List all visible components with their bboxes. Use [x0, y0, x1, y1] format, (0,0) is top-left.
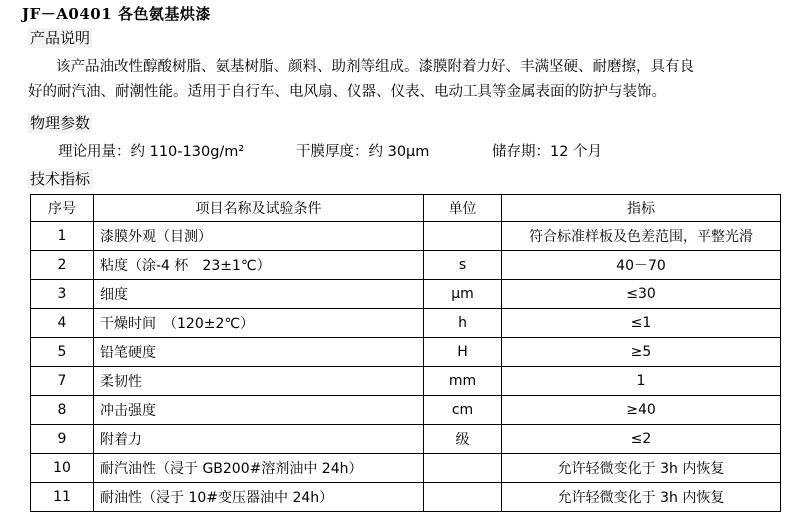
cell-index: 1 — [31, 222, 94, 251]
cell-unit — [424, 222, 502, 251]
cell-index: 2 — [31, 251, 94, 280]
table-row — [31, 251, 781, 280]
param-storage: 储存期：12 个月 — [492, 144, 603, 160]
cell-index: 11 — [31, 483, 94, 512]
description-paragraph — [28, 55, 788, 105]
cell-index: 4 — [31, 309, 94, 338]
cell-spec: 符合标准样板及色差范围，平整光滑 — [502, 222, 781, 251]
cell-spec: 40－70 — [502, 251, 781, 280]
header-item: 项目名称及试验条件 — [94, 195, 424, 222]
cell-spec: ≥40 — [502, 396, 781, 425]
cell-spec: ≤30 — [502, 280, 781, 309]
cell-spec: ≤1 — [502, 309, 781, 338]
cell-spec: 1 — [502, 367, 781, 396]
cell-item: 粘度（涂-4 杯 23±1℃） — [94, 251, 424, 280]
cell-unit: cm — [424, 396, 502, 425]
document-title: JF－A0401 各色氨基烘漆 — [22, 5, 211, 23]
section-heading-physical: 物理参数 — [30, 114, 91, 132]
spec-table — [30, 194, 781, 512]
param-usage: 理论用量：约 110-130g/m² — [58, 144, 245, 160]
cell-item: 耐油性（浸于 10#变压器油中 24h） — [94, 483, 424, 512]
cell-item: 冲击强度 — [94, 396, 424, 425]
cell-index: 8 — [31, 396, 94, 425]
table-row — [31, 338, 781, 367]
header-index: 序号 — [31, 195, 94, 222]
table-row — [31, 280, 781, 309]
cell-index: 7 — [31, 367, 94, 396]
table-row — [31, 483, 781, 512]
cell-index: 3 — [31, 280, 94, 309]
cell-item: 耐汽油性（浸于 GB200#溶剂油中 24h） — [94, 454, 424, 483]
cell-index: 5 — [31, 338, 94, 367]
physical-params — [58, 142, 602, 162]
param-thickness: 干膜厚度：约 30μm — [296, 144, 430, 160]
header-spec: 指标 — [502, 195, 781, 222]
cell-item: 细度 — [94, 280, 424, 309]
cell-unit: 级 — [424, 425, 502, 454]
cell-unit: h — [424, 309, 502, 338]
cell-item: 干燥时间 （120±2℃） — [94, 309, 424, 338]
cell-spec: 允许轻微变化于 3h 内恢复 — [502, 483, 781, 512]
cell-item: 柔韧性 — [94, 367, 424, 396]
header-unit: 单位 — [424, 195, 502, 222]
table-row — [31, 222, 781, 251]
table-header-row — [31, 195, 781, 222]
cell-index: 10 — [31, 454, 94, 483]
table-row — [31, 367, 781, 396]
table-row — [31, 425, 781, 454]
cell-unit — [424, 454, 502, 483]
cell-item: 附着力 — [94, 425, 424, 454]
table-row — [31, 396, 781, 425]
cell-unit: mm — [424, 367, 502, 396]
description-line: 好的耐汽油、耐潮性能。适用于自行车、电风扇、仪器、仪表、电动工具等金属表面的防护与装饰。 — [28, 84, 666, 100]
section-heading-specs: 技术指标 — [30, 170, 91, 188]
cell-item: 铅笔硬度 — [94, 338, 424, 367]
cell-item: 漆膜外观（目测） — [94, 222, 424, 251]
cell-spec: ≥5 — [502, 338, 781, 367]
cell-unit: s — [424, 251, 502, 280]
cell-unit: μm — [424, 280, 502, 309]
table-row — [31, 309, 781, 338]
section-heading-description: 产品说明 — [30, 29, 91, 47]
cell-unit — [424, 483, 502, 512]
cell-spec: ≤2 — [502, 425, 781, 454]
table-row — [31, 454, 781, 483]
cell-index: 9 — [31, 425, 94, 454]
cell-unit: H — [424, 338, 502, 367]
description-line: 该产品油改性醇酸树脂、氨基树脂、颜料、助剂等组成。漆膜附着力好、丰满坚硬、耐磨擦，具有良 — [56, 59, 694, 75]
cell-spec: 允许轻微变化于 3h 内恢复 — [502, 454, 781, 483]
